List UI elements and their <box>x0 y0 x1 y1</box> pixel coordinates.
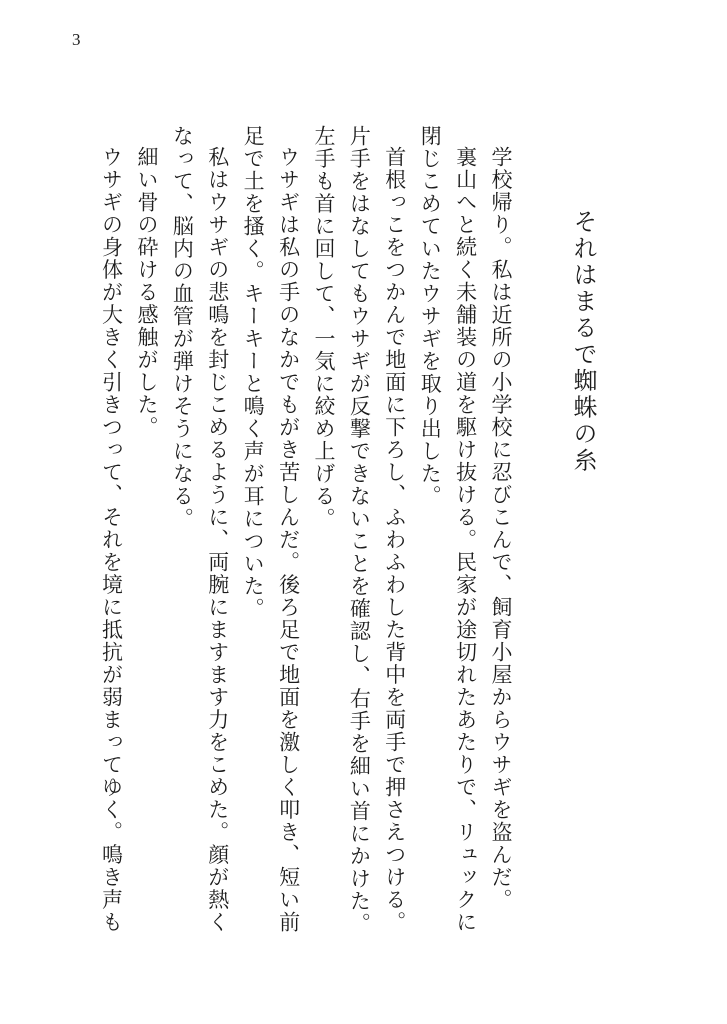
story-title: それはまるで蜘蛛の糸 <box>569 209 595 474</box>
paragraph: ウサギの身体が大きく引きつって、それを境に抵抗が弱まってゆく。鳴き声も <box>99 146 124 934</box>
paragraph: 裏山へと続く未舗装の道を駆け抜ける。民家が途切れたあたりで、リュックに閉じこめていたウサギを取り出した。 <box>418 125 478 934</box>
paragraph: 私はウサギの悲鳴を封じこめるように、両腕にますます力をこめた。顔が熱くなって、脳内の血管が弾けそうになる。 <box>170 125 230 934</box>
paragraph: ウサギは私の手のなかでもがき苦しんだ。後ろ足で地面を激しく叩き、短い前足で土を搔く。キーキーと鳴く声が耳についた。 <box>241 125 301 934</box>
paragraph: 学校帰り。私は近所の小学校に忍びこんで、飼育小屋からウサギを盗んだ。 <box>489 146 513 911</box>
vertical-text-area <box>93 125 596 937</box>
page-number: 3 <box>72 30 81 49</box>
paragraph: 首根っこをつかんで地面に下ろし、ふわふわした背中を両手で押さえつける。片手をはなしてもウサギが反撃できないことを確認し、右手を細い首にかけた。左手も首に回して、一気に絞め上げる。 <box>311 125 407 935</box>
paragraph: 細い骨の砕ける感触がした。 <box>134 146 159 439</box>
story-body <box>93 125 518 937</box>
